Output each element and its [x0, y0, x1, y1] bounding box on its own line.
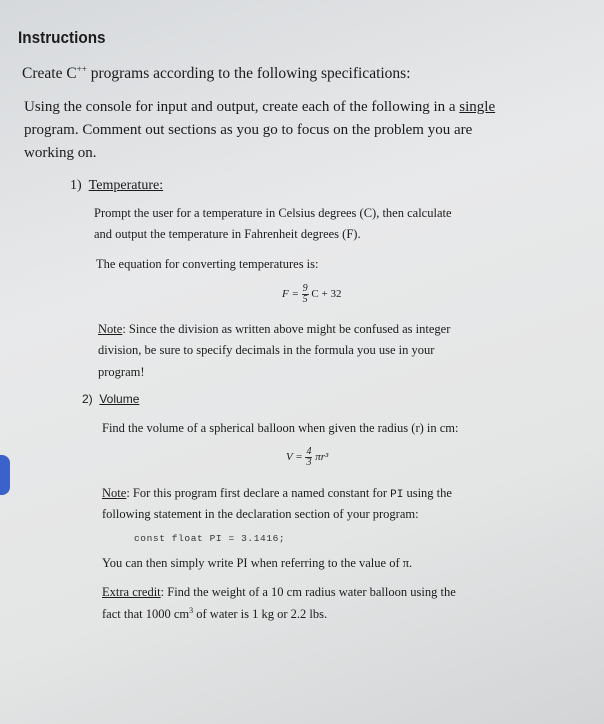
section2-pi-text: You can then simply write PI when referring to the value of π. [102, 556, 413, 570]
section1-text-line1: Prompt the user for a temperature in Celsius degrees (C), then calculate [94, 206, 452, 220]
section2-note-line2: following statement in the declaration section of your program: [102, 507, 419, 521]
section1-note-line2: division, be sure to specify decimals in the formula you use in your [98, 343, 435, 357]
code-snippet: const float PI = 3.1416; [134, 533, 286, 544]
section1-heading: 1) Temperature: [70, 178, 164, 193]
volume-equation: V = $\frac{4}{3}$ πr³ [286, 446, 329, 468]
extra-credit-line2: fact that 1000 $cm^3$ of water is 1 kg or 2.2 lbs. [102, 606, 328, 622]
intro-paragraph-line1: Using the console for input and output, create each of the following in a single [24, 99, 496, 115]
section1-note-line3: program! [98, 365, 145, 379]
extra-credit-line1: Extra credit: Find the weight of a 10 cm radius water balloon using the [102, 585, 456, 599]
intro-paragraph-line3: working on. [24, 145, 97, 161]
intro-paragraph-line2: program. Comment out sections as you go to focus on the problem you are [24, 122, 473, 138]
page-heading: Instructions [18, 28, 106, 47]
page-edge-marker [0, 455, 10, 495]
fraction-9-5: $\frac{9}{5}$ [302, 283, 308, 305]
section2-heading: 2) Volume [82, 392, 140, 406]
fahrenheit-equation: F = $\frac{9}{5}$ C + 32 [282, 283, 342, 305]
section1-equation-intro: The equation for converting temperatures is: [96, 257, 319, 271]
section2-text: Find the volume of a spherical balloon when given the radius (r) in cm: [102, 421, 459, 435]
section1-note-line1: Note: Since the division as written above might be confused as integer [98, 322, 451, 336]
section1-text-line2: and output the temperature in Fahrenheit degrees (F). [94, 227, 361, 241]
fraction-4-3: $\frac{4}{3}$ [306, 446, 312, 468]
section2-note-line1: Note: For this program first declare a named constant for PI using the [102, 486, 452, 501]
intro-line: Create C++ programs according to the following specifications: [22, 64, 411, 83]
